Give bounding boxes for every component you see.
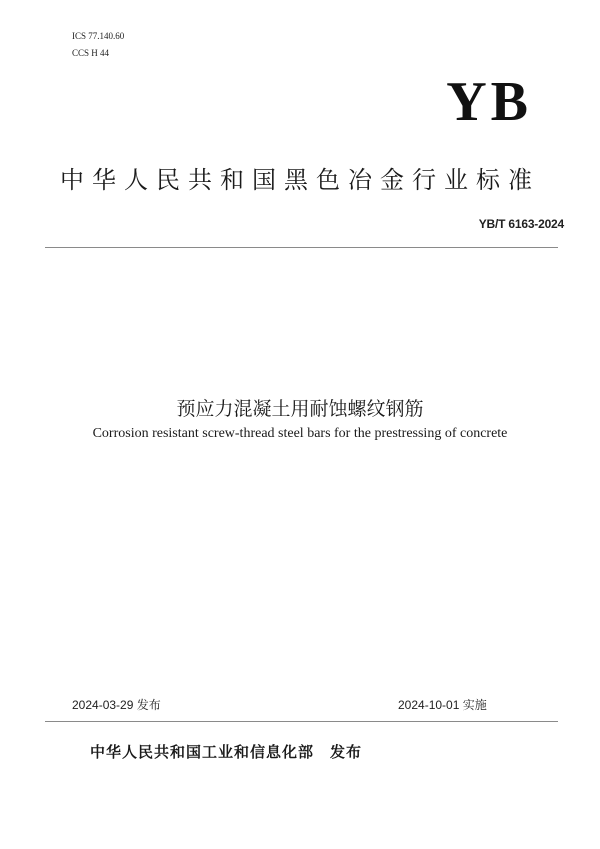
- yb-logo: YB: [446, 71, 532, 133]
- ics-code: ICS 77.140.60: [72, 31, 125, 41]
- implementation-date: 2024-10-01 实施: [398, 698, 487, 712]
- issuer-action: 发布: [330, 743, 363, 761]
- bottom-divider: [45, 721, 558, 722]
- top-divider: [45, 247, 558, 248]
- document-title-chinese: 预应力混凝土用耐蚀螺纹钢筋: [176, 398, 424, 420]
- standard-category: 中华人民共和国黑色冶金行业标准: [60, 166, 540, 194]
- issue-date: 2024-03-29 发布: [72, 698, 161, 712]
- document-title-english: Corrosion resistant screw-thread steel bars for the prestressing of concrete: [92, 426, 508, 441]
- issuer-name: 中华人民共和国工业和信息化部: [90, 743, 315, 761]
- ccs-code: CCS H 44: [72, 48, 110, 58]
- issuer-line: [90, 741, 362, 762]
- standard-number: YB/T 6163-2024: [478, 217, 564, 231]
